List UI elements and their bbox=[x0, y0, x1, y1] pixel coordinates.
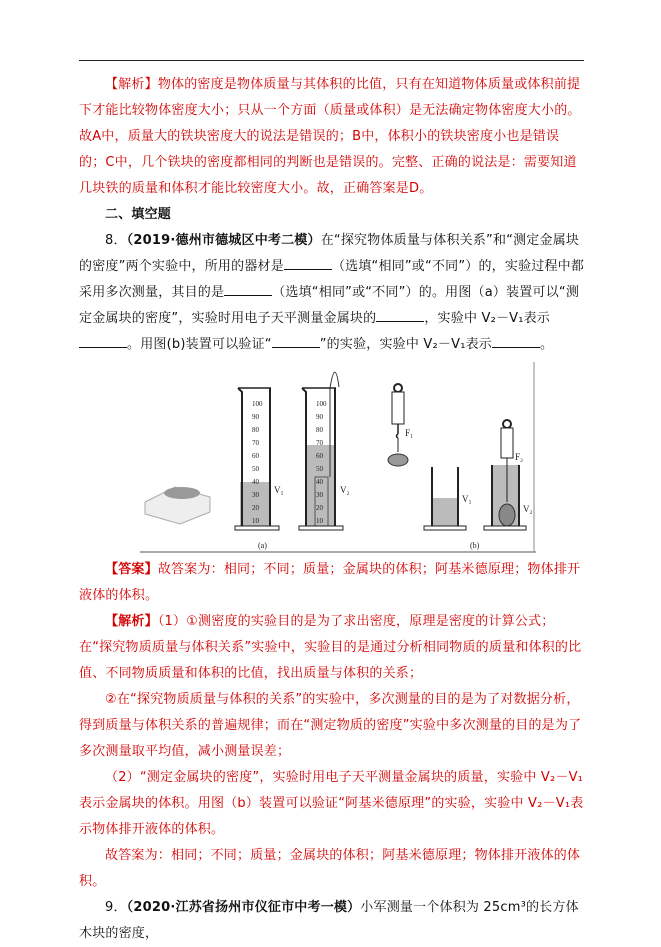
question-9 bbox=[79, 895, 585, 947]
beaker-v1 bbox=[424, 467, 472, 530]
svg-text:10: 10 bbox=[252, 517, 259, 525]
svg-text:60: 60 bbox=[252, 452, 259, 460]
label-b: (b) bbox=[470, 541, 480, 550]
analysis-prev bbox=[79, 72, 585, 202]
analysis-text: （1）①测密度的实验目的是为了求出密度，原理是密度的计算公式；在“探究物质质量与体积关系”实验中，实验目的是通过分析相同物质的质量和体积的比值、不同物质质量和体积的比值，找出质量与体积的关系； bbox=[79, 614, 582, 681]
svg-text:30: 30 bbox=[252, 491, 259, 499]
svg-text:60: 60 bbox=[316, 452, 323, 460]
answer-text: 故答案为：相同；不同；质量；金属块的体积；阿基米德原理；物体排开液体的体积。 bbox=[79, 562, 581, 603]
section-title: 二、填空题 bbox=[105, 207, 172, 222]
answer-blank bbox=[376, 309, 424, 322]
svg-text:100: 100 bbox=[252, 400, 263, 408]
question-text: ，实验中 V₂－V₁表示 bbox=[424, 311, 551, 326]
svg-text:50: 50 bbox=[316, 465, 323, 473]
label-v2-b: V₂ bbox=[523, 504, 533, 514]
label-v2: V₂ bbox=[340, 485, 350, 495]
question-text: 在“探究物体质量与体积关系”和“测定金属块的密度”两个实验中，所用的器材是 bbox=[79, 233, 580, 274]
beaker-v2 bbox=[484, 420, 533, 530]
experiment-figure bbox=[140, 362, 536, 555]
header-rule bbox=[79, 60, 584, 61]
analysis-p3: （2）“测定金属块的密度”，实验时用电子天平测量金属块的质量，实验中 V₂－V₁表示金属块的体积。用图（b）装置可以验证“阿基米德原理”的实验，实验中 V₂－V₁表示物体排开液体的体积。 bbox=[79, 770, 584, 837]
svg-text:50: 50 bbox=[252, 465, 259, 473]
label-f1: F₁ bbox=[405, 428, 414, 438]
analysis-p2: ②在“探究物质质量与体积的关系”的实验中，多次测量的目的是为了对数据分析，得到质量与体积关系的普遍规律；而在“测定物质的密度”实验中多次测量的目的是为了多次测量取平均值，减小测量误差； bbox=[79, 692, 582, 759]
svg-text:10: 10 bbox=[316, 517, 323, 525]
analysis-p1 bbox=[79, 609, 585, 687]
answer bbox=[79, 557, 585, 609]
question-text: （选填“相同”或“不同”）的，实验过程中都采用多次测量，其目的是 bbox=[79, 259, 585, 300]
label-v1: V₁ bbox=[274, 485, 284, 495]
svg-text:20: 20 bbox=[252, 504, 259, 512]
label-f2: F₂ bbox=[515, 452, 524, 462]
svg-text:70: 70 bbox=[252, 439, 259, 447]
svg-text:100: 100 bbox=[316, 400, 327, 408]
svg-text:90: 90 bbox=[316, 413, 323, 421]
svg-text:30: 30 bbox=[316, 491, 323, 499]
svg-text:90: 90 bbox=[252, 413, 259, 421]
svg-text:70: 70 bbox=[316, 439, 323, 447]
answer-blank bbox=[272, 335, 320, 348]
question-text: ”的实验，实验中 V₂－V₁表示 bbox=[319, 337, 493, 352]
label-v1-b: V₁ bbox=[462, 494, 472, 504]
question-text: （选填“相同”或“不同”）的。用图（a）装置可以“测定金属块的密度”，实验时用电子天平测量金属块的 bbox=[79, 285, 580, 326]
question-text: 小军测量一个体积为 25cm³的长方体木块的密度， bbox=[79, 900, 579, 941]
analysis-p4: 故答案为：相同；不同；质量；金属块的体积；阿基米德原理；物体排开液体的体积。 bbox=[79, 848, 581, 889]
svg-text:80: 80 bbox=[252, 426, 259, 434]
question-text: 。 bbox=[540, 337, 554, 352]
analysis-tag: 【解析】 bbox=[105, 614, 158, 629]
question-source: （2019·德州市德城区中考二模） bbox=[126, 233, 321, 248]
svg-text:20: 20 bbox=[316, 504, 323, 512]
question-text: 。用图(b)装置可以验证“ bbox=[127, 337, 272, 352]
question-source: （2020·江苏省扬州市仪征市中考一模） bbox=[126, 900, 361, 915]
answer-tag: 【答案】 bbox=[105, 562, 158, 577]
svg-text:40: 40 bbox=[316, 478, 323, 486]
svg-text:80: 80 bbox=[316, 426, 323, 434]
svg-text:40: 40 bbox=[252, 478, 259, 486]
label-a: (a) bbox=[258, 541, 267, 550]
answer-blank bbox=[224, 283, 272, 296]
question-number: 8． bbox=[105, 233, 127, 248]
page-content bbox=[79, 72, 585, 947]
question-number: 9． bbox=[105, 900, 127, 915]
answer-blank bbox=[492, 335, 540, 348]
electronic-balance bbox=[145, 487, 210, 524]
analysis-tag: 【解析】 bbox=[105, 77, 158, 92]
analysis-text: 物体的密度是物体质量与其体积的比值，只有在知道物体质量或体积前提下才能比较物体密度大小；只从一个方面（质量或体积）是无法确定物体密度大小的。故A中，质量大的铁块密度大的说法是错误的；B中，体积小的铁块密度小也是错误的；C中，几个铁块的密度都相同的判断也是错误的。完整、正确的说法是：需要知道几块铁的质量和体积才能比较密度大小。故，正确答案是D。 bbox=[79, 77, 581, 196]
answer-blank bbox=[79, 335, 127, 348]
spring-scale-f1 bbox=[388, 384, 413, 466]
answer-blank bbox=[284, 257, 332, 270]
question-8 bbox=[79, 228, 585, 358]
